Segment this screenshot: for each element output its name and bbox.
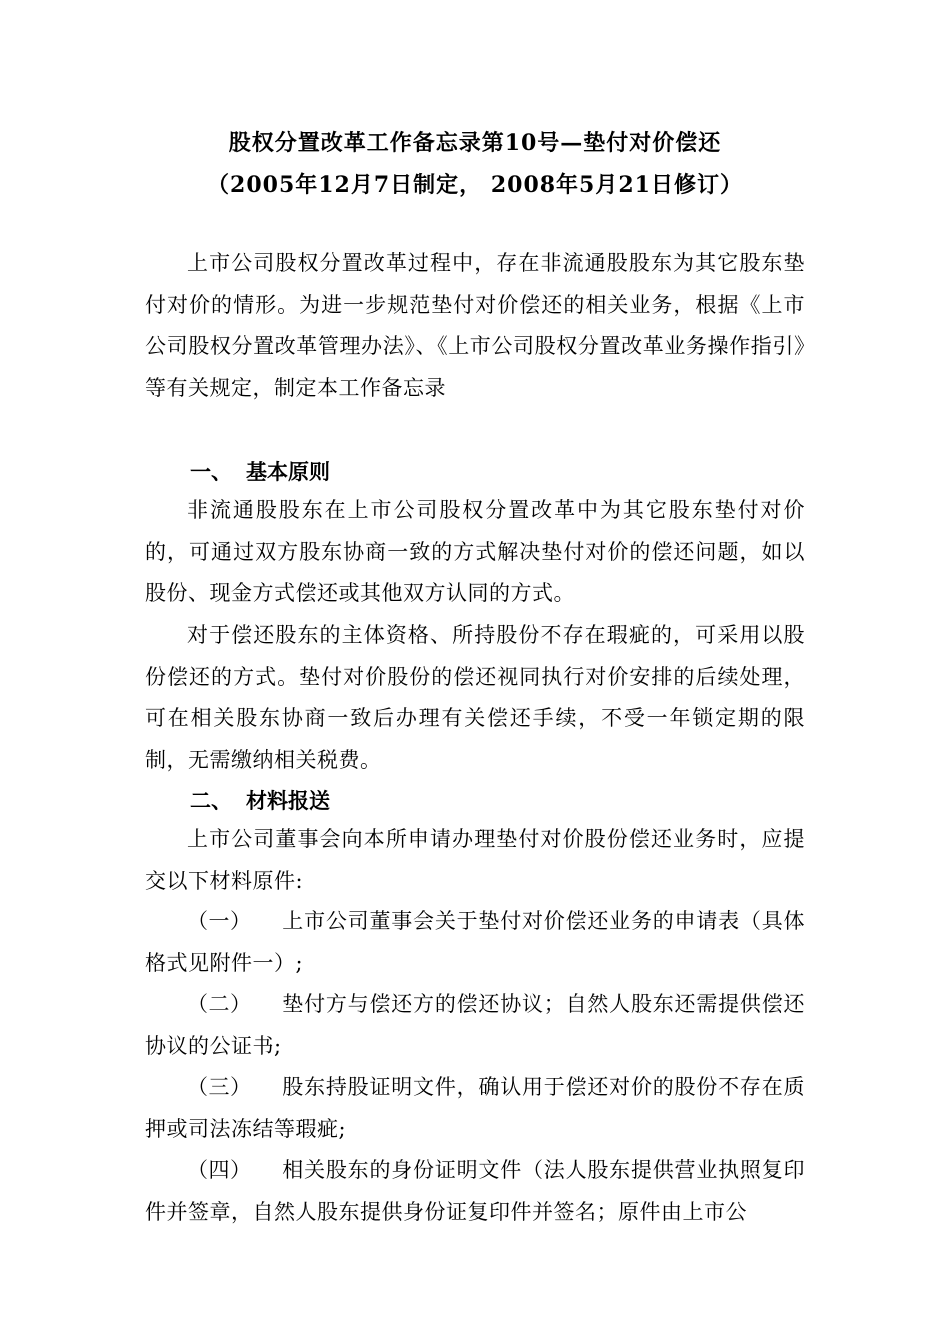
section-2-heading [190, 785, 330, 815]
section-2-number: 二、 [190, 788, 232, 813]
document-title: 股权分置改革工作备忘录第10号—垫付对价偿还 [228, 130, 722, 156]
section-2-paragraph-1: 上市公司董事会向本所申请办理垫付对价股份偿还业务时，应提交以下材料原件: [145, 827, 805, 893]
list-item-text: 上市公司董事会关于垫付对价偿还业务的申请表（具体格式见附件一）; [145, 909, 805, 975]
section-1-title: 基本原则 [246, 459, 330, 484]
list-item-text: 股东持股证明文件，确认用于偿还对价的股份不存在质押或司法冻结等瑕疵; [145, 1075, 805, 1141]
list-item-marker: （四） [187, 1158, 252, 1182]
list-item [145, 901, 805, 984]
section-1-paragraph-2: 对于偿还股东的主体资格、所持股份不存在瑕疵的，可采用以股份偿还的方式。垫付对价股份的偿还视同执行对价安排的后续处理，可在相关股东协商一致后办理有关偿还手续，不受一年锁定期的限制，无需缴纳相关税费。 [145, 623, 805, 772]
document-subtitle: （2005年12月7日制定， 2008年5月21日修订） [207, 172, 743, 198]
list-item-marker: （二） [187, 992, 252, 1016]
list-item [145, 1150, 805, 1233]
list-item-text: 相关股东的身份证明文件（法人股东提供营业执照复印件并签章，自然人股东提供身份证复印件并签名；原件由上市公 [145, 1158, 805, 1224]
section-1-heading [190, 456, 330, 486]
list-item [145, 984, 805, 1067]
list-item-marker: （三） [187, 1075, 252, 1099]
intro-paragraph: 上市公司股权分置改革过程中，存在非流通股股东为其它股东垫付对价的情形。为进一步规范垫付对价偿还的相关业务，根据《上市公司股权分置改革管理办法》、《上市公司股权分置改革业务操作指引》等有关规定，制定本工作备忘录 [145, 251, 805, 400]
section-1-paragraph-1: 非流通股股东在上市公司股权分置改革中为其它股东垫付对价的，可通过双方股东协商一致的方式解决垫付对价的偿还问题，如以股份、现金方式偿还或其他双方认同的方式。 [145, 498, 805, 605]
section-1-number: 一、 [190, 459, 232, 484]
section-2-title: 材料报送 [246, 788, 330, 813]
list-item-text: 垫付方与偿还方的偿还协议；自然人股东还需提供偿还协议的公证书; [145, 992, 805, 1058]
list-item-marker: （一） [187, 909, 252, 933]
list-item [145, 1067, 805, 1150]
